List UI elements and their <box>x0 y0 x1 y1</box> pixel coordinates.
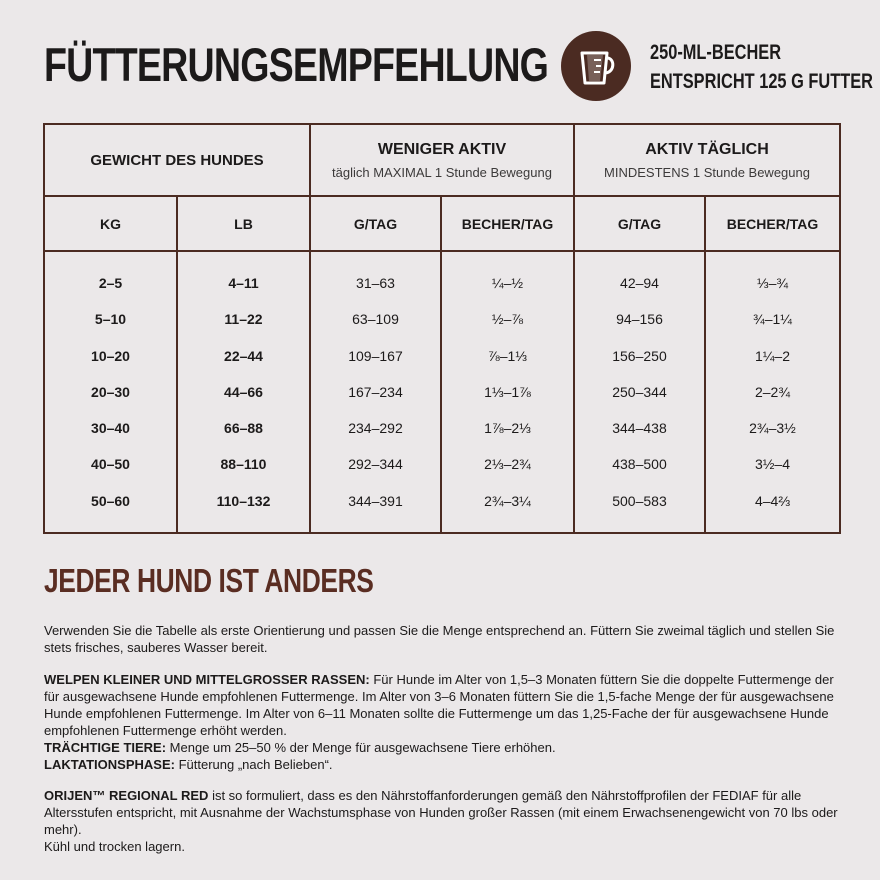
active-cups-value: 2–2¾ <box>754 383 791 400</box>
kg-value: 10–20 <box>91 347 130 364</box>
kg-column <box>44 251 177 533</box>
lb-value: 22–44 <box>224 347 263 364</box>
col-header-kg: KG <box>44 196 177 251</box>
brand-label: ORIJEN™ REGIONAL RED <box>44 788 209 803</box>
feeding-notes <box>44 671 844 773</box>
active-cups-value: ¾–1¼ <box>753 311 792 328</box>
less-active-title: WENIGER AKTIV <box>377 140 507 158</box>
pregnant-label: TRÄCHTIGE TIERE: <box>44 740 167 755</box>
kg-value: 20–30 <box>91 383 130 400</box>
less-active-grams-value: 292–344 <box>348 456 403 473</box>
lb-value: 11–22 <box>224 311 263 328</box>
col-header-active-cups: BECHER/TAG <box>705 196 840 251</box>
active-subtitle: MINDESTENS 1 Stunde Bewegung <box>604 164 810 180</box>
active-cups-value: 4–4⅔ <box>754 492 791 509</box>
active-grams-value: 344–438 <box>612 420 667 437</box>
lb-value: 44–66 <box>224 383 263 400</box>
active-cups-value: ⅓–¾ <box>756 275 789 291</box>
measuring-cup-icon <box>574 44 618 88</box>
less-active-subtitle: täglich MAXIMAL 1 Stunde Bewegung <box>332 164 552 180</box>
lb-value: 110–132 <box>216 492 271 509</box>
less-active-cups-value: ⅞–1⅓ <box>488 347 527 364</box>
kg-value: 30–40 <box>91 420 130 437</box>
kg-value: 5–10 <box>94 311 127 328</box>
less-active-grams-value: 344–391 <box>348 492 403 509</box>
section-title: JEDER HUND IST ANDERS <box>44 562 374 599</box>
storage-note: Kühl und trocken lagern. <box>44 839 185 854</box>
kg-value: 50–60 <box>91 492 130 509</box>
active-cups-value: 2¾–3½ <box>749 420 796 437</box>
lb-value: 88–110 <box>220 456 267 473</box>
active-header <box>574 124 840 196</box>
lactation-label: LAKTATIONSPHASE: <box>44 757 175 772</box>
measuring-cup-badge <box>561 31 631 101</box>
col-header-less-g: G/TAG <box>310 196 441 251</box>
lactation-text: Fütterung „nach Belieben“. <box>174 757 333 772</box>
group-header-row <box>44 124 840 196</box>
less-active-grams-value: 31–63 <box>356 275 395 291</box>
less-active-cups-value: ¼–½ <box>491 275 524 291</box>
less-active-cups-value: 2⅓–2¾ <box>484 456 531 473</box>
less-active-cups-value: 1⅞–2⅓ <box>484 420 531 437</box>
cup-note-line2: ENTSPRICHT 125 G FUTTER <box>650 70 873 93</box>
puppies-label: WELPEN KLEINER UND MITTELGROSSER RASSEN: <box>44 672 370 687</box>
active-grams-value: 250–344 <box>612 383 667 400</box>
less-active-header <box>310 124 574 196</box>
pregnant-text: Menge um 25–50 % der Menge für ausgewachsene Tiere erhöhen. <box>166 740 556 755</box>
lb-column <box>177 251 310 533</box>
active-title: AKTIV TÄGLICH <box>645 140 769 158</box>
less-active-cups-value: ½–⅞ <box>491 311 524 328</box>
weight-group-header <box>44 124 310 196</box>
cup-note-line1: 250-ML-BECHER <box>650 41 782 64</box>
col-header-lb: LB <box>177 196 310 251</box>
page-title: FÜTTERUNGSEMPFEHLUNG <box>44 38 549 91</box>
kg-value: 40–50 <box>91 456 130 473</box>
less-active-grams-column <box>310 251 441 533</box>
less-active-cups-value: 1⅓–1⅞ <box>484 383 531 400</box>
active-grams-value: 438–500 <box>612 456 667 473</box>
lb-value: 4–11 <box>228 275 259 291</box>
less-active-grams-value: 167–234 <box>348 383 403 400</box>
brand-paragraph <box>44 787 844 855</box>
weight-group-label: GEWICHT DES HUNDES <box>90 151 264 169</box>
less-active-cups-value: 2¾–3¼ <box>484 492 531 509</box>
column-header-row <box>44 196 840 251</box>
active-cups-value: 3½–4 <box>754 456 791 473</box>
active-grams-value: 156–250 <box>612 347 667 364</box>
active-grams-value: 94–156 <box>616 311 663 328</box>
active-cups-column <box>705 251 840 533</box>
kg-value: 2–5 <box>98 275 123 291</box>
data-row <box>44 251 840 533</box>
active-grams-column <box>574 251 705 533</box>
puppies-text: Für Hunde im Alter von 1,5–3 Monaten füttern Sie die doppelte Futtermenge der für ausgewachsene Hunde empfohlenen Futtermenge. Im Alter von 3–6 Monaten füttern Sie die 1,5-fache Menge der für ausgewachsene Hunde empfohlenen Futtermenge. Im Alter von 6–11 Monaten sollte die Futtermenge um das 1,25-Fache der für ausgewachsene Hunde empfohlenen Futtermenge erhöht werden. <box>44 672 834 738</box>
active-grams-value: 500–583 <box>612 492 667 509</box>
active-cups-value: 1¼–2 <box>754 347 791 364</box>
feeding-table <box>43 123 841 534</box>
cup-equivalence-note <box>650 38 873 96</box>
intro-paragraph: Verwenden Sie die Tabelle als erste Orientierung und passen Sie die Menge entsprechend an. Füttern Sie zweimal täglich und stellen Sie stets frisches, sauberes Wasser bereit. <box>44 623 835 655</box>
active-grams-value: 42–94 <box>620 275 659 291</box>
col-header-less-cups: BECHER/TAG <box>441 196 574 251</box>
lb-value: 66–88 <box>224 420 263 437</box>
less-active-cups-column <box>441 251 574 533</box>
brand-text: ist so formuliert, dass es den Nährstoffanforderungen gemäß den Nährstoffprofilen der FEDIAF für alle Altersstufen entspricht, mit Ausnahme der Wachstumsphase von Hunden großer Rassen (mit einem Erwachsenengewicht von 70 lbs oder mehr). <box>44 788 838 837</box>
less-active-grams-value: 234–292 <box>348 420 403 437</box>
less-active-grams-value: 63–109 <box>352 311 399 328</box>
col-header-active-g: G/TAG <box>574 196 705 251</box>
less-active-grams-value: 109–167 <box>348 347 403 364</box>
